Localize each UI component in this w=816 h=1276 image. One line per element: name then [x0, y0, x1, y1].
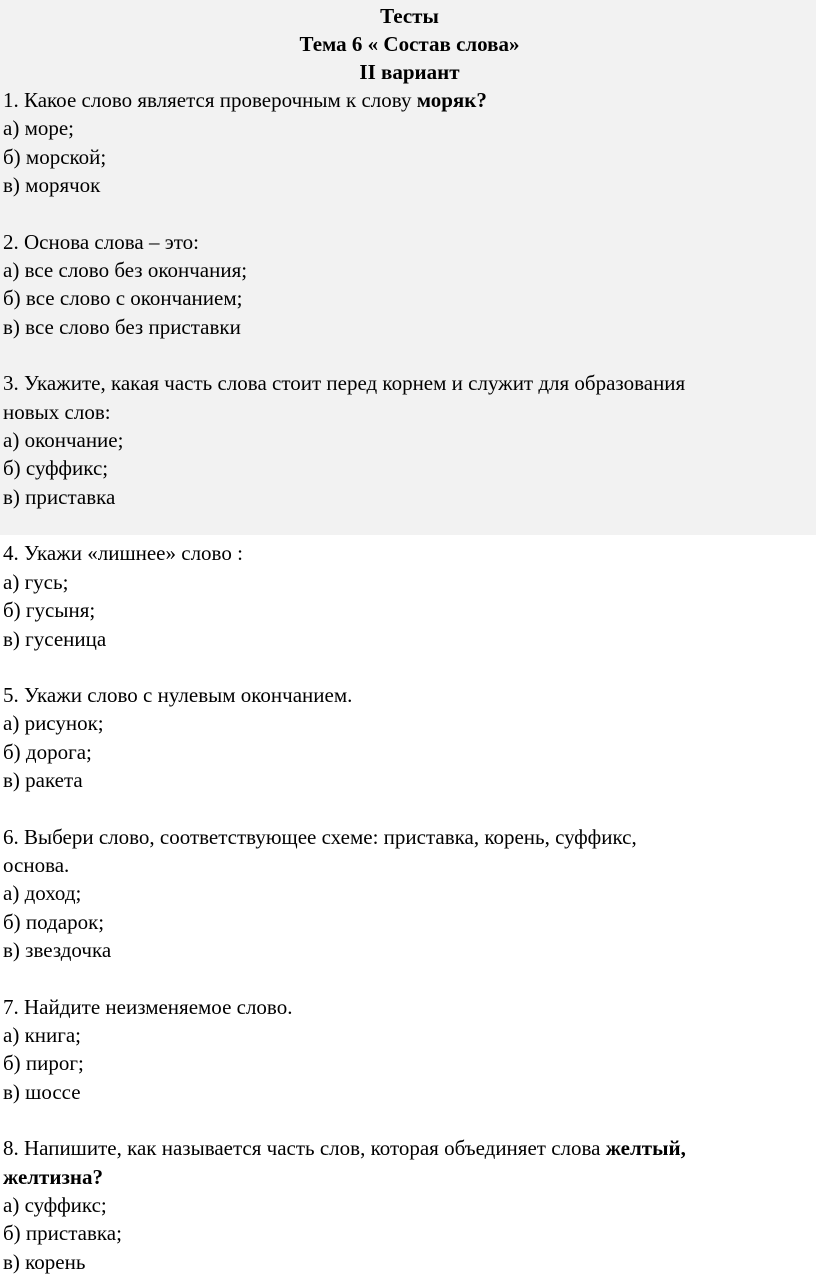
option: а) гусь; — [3, 569, 69, 594]
option: б) морской; — [3, 144, 107, 169]
question-7 — [3, 993, 816, 1107]
question-3-text-cont: новых слов: — [3, 399, 111, 424]
option: в) приставка — [3, 484, 116, 509]
doc-variant: II вариант — [359, 60, 460, 84]
option: б) приставка; — [3, 1221, 122, 1246]
option: в) шоссе — [3, 1079, 81, 1104]
question-7-text: 7. Найдите неизменяемое слово. — [3, 994, 293, 1019]
option: а) море; — [3, 116, 75, 141]
question-3-text: 3. Укажите, какая часть слова стоит перед корнем и служит для образования — [3, 371, 686, 396]
test-document — [3, 0, 816, 1276]
question-6 — [3, 823, 816, 965]
option: а) книга; — [3, 1022, 82, 1047]
doc-title: Тесты — [380, 4, 439, 28]
option: б) все слово с окончанием; — [3, 286, 243, 311]
question-6-text: 6. Выбери слово, соответствующее схеме: приставка, корень, суффикс, — [3, 824, 637, 849]
option: б) дорога; — [3, 739, 92, 764]
question-1-text: 1. Какое слово является проверочным к слову моряк? — [3, 88, 487, 112]
question-6-text-cont: основа. — [3, 852, 70, 877]
option: в) корень — [3, 1249, 86, 1274]
question-4-text: 4. Укажи «лишнее» слово : — [3, 541, 243, 566]
question-5-text: 5. Укажи слово с нулевым окончанием. — [3, 682, 353, 707]
question-1 — [3, 86, 816, 200]
option: в) гусеница — [3, 626, 107, 651]
option: в) ракета — [3, 768, 83, 793]
option: б) суффикс; — [3, 456, 109, 481]
option: а) все слово без окончания; — [3, 258, 248, 283]
question-2-text: 2. Основа слова – это: — [3, 229, 199, 254]
option: а) суффикс; — [3, 1193, 107, 1217]
option: в) звездочка — [3, 938, 112, 963]
question-3 — [3, 369, 816, 511]
doc-topic: Тема 6 « Состав слова» — [299, 32, 520, 56]
question-8-text-cont: желтизна? — [3, 1164, 104, 1189]
option: в) морячок — [3, 173, 101, 198]
question-5 — [3, 681, 816, 795]
option: б) подарок; — [3, 909, 105, 934]
option: в) все слово без приставки — [3, 314, 241, 339]
option: а) рисунок; — [3, 711, 104, 736]
option: б) пирог; — [3, 1051, 84, 1076]
option: а) доход; — [3, 881, 82, 906]
question-8 — [3, 1134, 816, 1276]
question-2 — [3, 228, 816, 342]
question-4 — [3, 539, 816, 653]
option: а) окончание; — [3, 428, 124, 453]
option: б) гусыня; — [3, 598, 96, 623]
question-8-text: 8. Напишите, как называется часть слов, которая объединяет слова желтый, — [3, 1136, 686, 1161]
